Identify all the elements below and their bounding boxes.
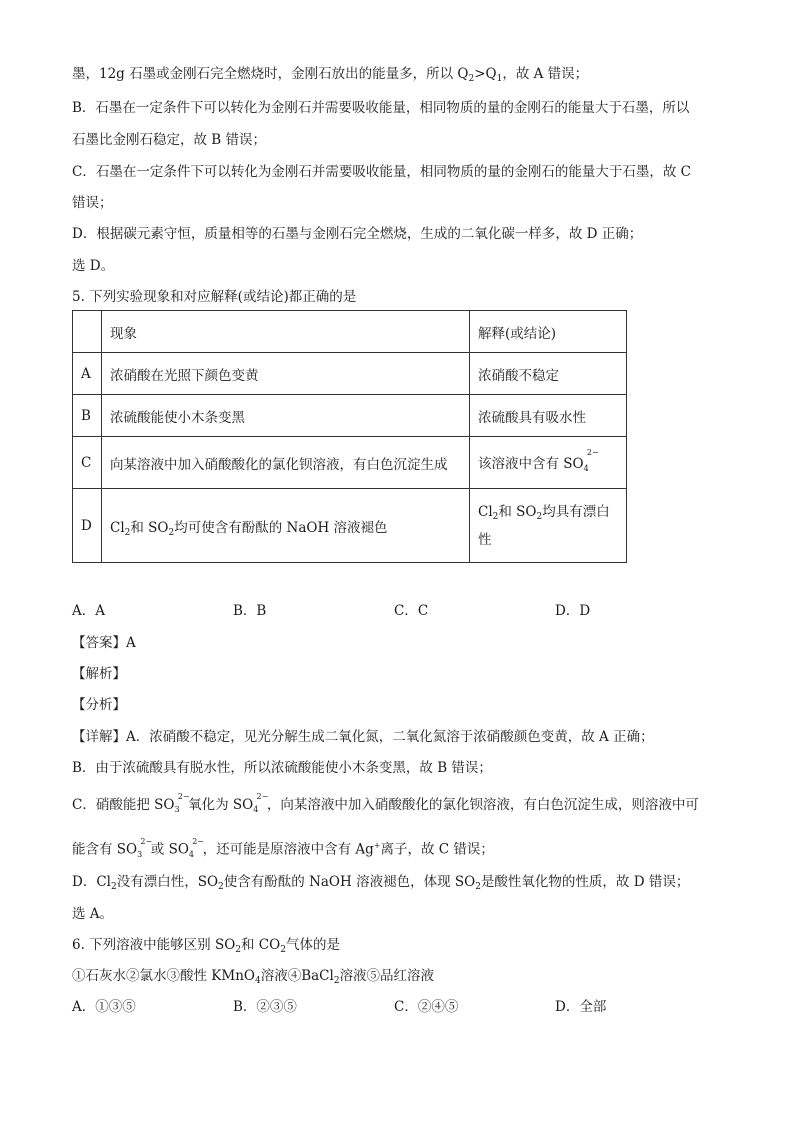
detail-line: D．$Cl_2$没有漂白性，$SO_2$使含有酚酞的 NaOH 溶液褪色，体现 $SO_2$是酸性氧化物的性质，故 D 错误； [72,874,690,892]
detail-line: 选 A。 [72,906,114,922]
subscript: 1 [496,74,503,84]
detail-line: B．由于浓硫酸具有脱水性，所以浓硫酸能使小木条变黑，故 B 错误； [72,760,492,776]
explanation-cell: $Cl_2$和 $SO_2$均具有漂白 性 [470,489,627,563]
ion-notation: 2− $_4$ [253,792,269,814]
phenomenon-cell: 浓硝酸在光照下颜色变黄 [102,353,470,395]
ion-notation: 2− $_3$ [137,836,153,859]
table-row [73,353,627,395]
fenxi-label: 【分析】 [72,697,126,713]
ion-notation: 2− $_3$ [174,792,190,814]
option-a[interactable]: A．A [72,603,105,619]
table-cell [73,311,102,353]
text-line: 错误； [72,195,113,211]
explanation-cell: 浓硝酸不稳定 [470,353,627,395]
table-row [73,311,627,353]
option-b[interactable]: B．B [233,603,267,619]
text-line: D．根据碳元素守恒，质量相等的石墨与金刚石完全燃烧，生成的二氧化碳一样多，故 D 正确； [72,226,643,242]
explanation-cell: 浓硫酸具有吸水性 [470,395,627,437]
detail-line: C．硝酸能把 SO 2− $_3$ 氧化为 SO 2− $_4$ ，向某溶液中加入硝酸酸化的氯化钡溶液，有白色沉淀生成，则溶液中可 [72,795,699,820]
subscript: 2 [468,74,475,84]
q5-options [72,601,716,621]
question-title: 5. 下列实验现象和对应解释(或结论)都正确的是 [72,289,357,305]
detail-line: 【详解】A．浓硝酸不稳定，见光分解生成二氧化氮，二氧化氮溶于浓硝酸颜色变黄，故 A 正确； [72,729,654,745]
text-line: 石墨比金刚石稳定，故 B 错误； [72,132,267,148]
explanation-cell [470,437,627,489]
text-line: B．石墨在一定条件下可以转化为金刚石并需要吸收能量，相同物质的量的金刚石的能量大于石墨，所以 [72,100,690,116]
text-line [72,64,588,84]
option-d[interactable]: D．全部 [555,999,607,1015]
option-c[interactable]: C．C [394,603,429,619]
text-segment: >Q [474,66,497,82]
option-b[interactable]: B．②③⑤ [233,999,297,1015]
question-title: 6. 下列溶液中能够区别 $SO_2$和 $CO_2$气体的是 [72,937,340,955]
text-segment: ，故 A 错误； [502,66,589,82]
text-segment: 该溶液中含有 SO [478,456,584,472]
table-row [73,395,627,437]
option-a[interactable]: A．①③⑤ [72,999,136,1015]
phenomenon-cell: $Cl_2$和 $SO_2$均可使含有酚酞的 NaOH 溶液褪色 [102,489,470,563]
detail-line: 能含有 SO 2− $_3$ 或 SO 2− $_4$ ，还可能是原溶液中含有 Ag+离子，故 C 错误； [72,836,494,865]
phenomenon-cell: 浓硫酸能使小木条变黑 [102,395,470,437]
table-header-explanation: 解释(或结论) [470,311,627,353]
option-c[interactable]: C．②④⑤ [394,999,459,1015]
question-items: ①石灰水②氯水③酸性 KMnO$_4$溶液④BaCl$_2$溶液⑤品红溶液 [72,968,435,986]
phenomenon-cell: 向某溶液中加入硝酸酸化的氯化钡溶液，有白色沉淀生成 [102,437,470,489]
option-d[interactable]: D．D [555,603,591,619]
row-letter: D [73,489,102,563]
row-letter: B [73,395,102,437]
table-header-phenomenon: 现象 [102,311,470,353]
question-table [72,310,627,563]
ion-notation: 2− $_4$ [583,448,599,473]
text-line: C．石墨在一定条件下可以转化为金刚石并需要吸收能量，相同物质的量的金刚石的能量大于石墨，故 C [72,164,691,180]
row-letter: C [73,437,102,489]
table-row [73,437,627,489]
table-row [73,489,627,563]
analysis-label: 【解析】 [72,666,126,682]
q6-options [72,997,716,1017]
text-line: 选 D。 [72,258,115,274]
ion-notation: 2− $_4$ [188,836,204,859]
row-letter: A [73,353,102,395]
text-segment: 墨，12g 石墨或金刚石完全燃烧时，金刚石放出的能量多，所以 Q [72,66,469,82]
answer-label: 【答案】A [72,635,136,651]
